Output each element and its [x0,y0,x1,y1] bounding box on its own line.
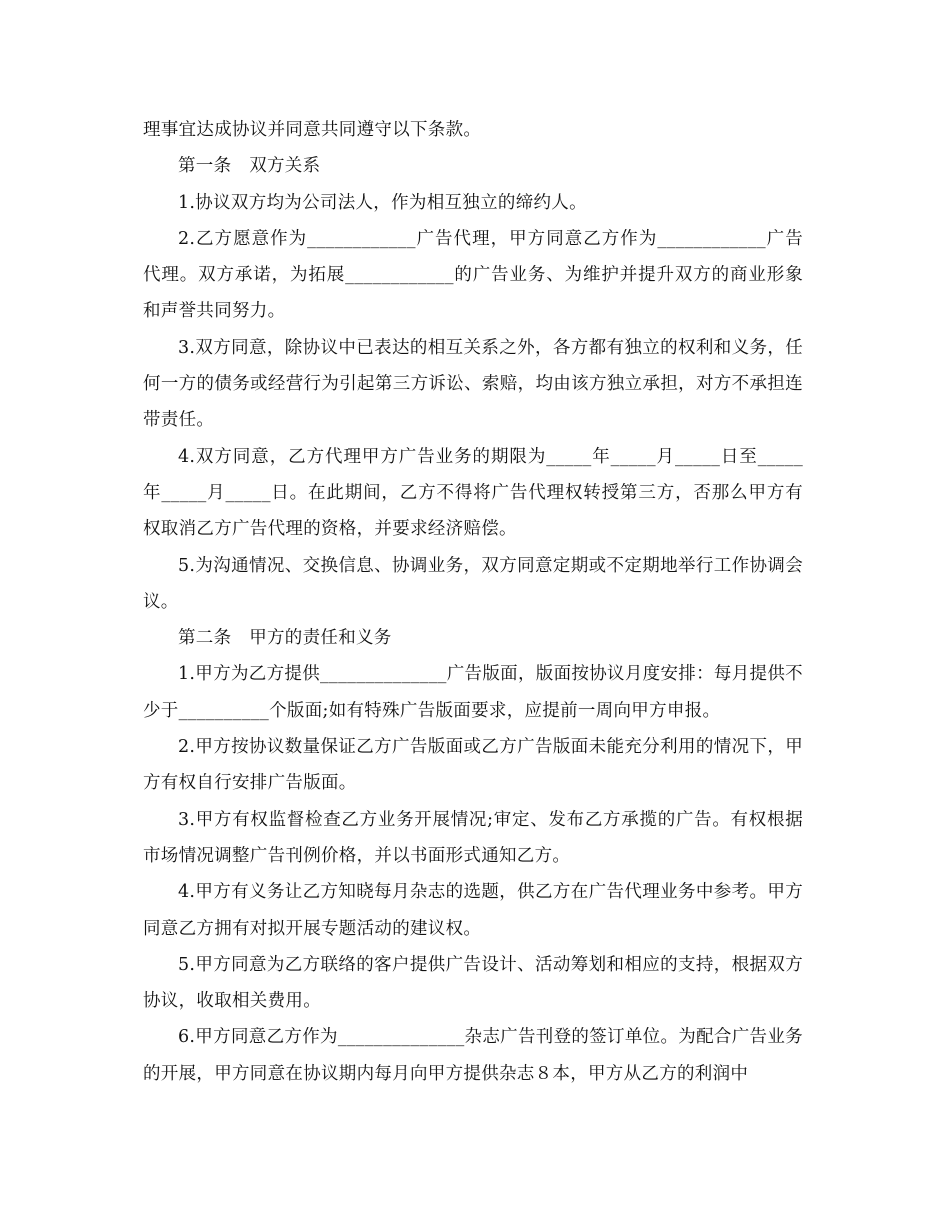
paragraph: 2.乙方愿意作为____________广告代理，甲方同意乙方作为____________广告代理。双方承诺，为拓展____________的广告业务、为维护并提升双方的商业形象和声誉共同努力。 [143,228,803,322]
section-heading: 第一条 双方关系 [178,156,321,177]
paragraph: 理事宜达成协议并同意共同遵守以下条款。 [143,120,482,140]
paragraph: 4.双方同意，乙方代理甲方广告业务的期限为_____年_____月_____日至_____年_____月_____日。在此期间，乙方不得将广告代理权转授第三方，否那么甲方有权取消乙方广告代理的资格，并要求经济赔偿。 [143,446,803,540]
paragraph: 1.协议双方均为公司法人，作为相互独立的缔约人。 [178,192,587,213]
paragraph: 4.甲方有义务让乙方知晓每月杂志的选题，供乙方在广告代理业务中参考。甲方同意乙方拥有对拟开展专题活动的建议权。 [143,882,803,939]
paragraph: 3.双方同意，除协议中已表达的相互关系之外，各方都有独立的权利和义务，任何一方的债务或经营行为引起第三方诉讼、索赔，均由该方独立承担，对方不承担连带责任。 [143,337,803,431]
paragraph: 5.为沟通情况、交换信息、协调业务，双方同意定期或不定期地举行工作协调会议。 [143,555,803,612]
paragraph: 3.甲方有权监督检查乙方业务开展情况;审定、发布乙方承揽的广告。有权根据市场情况调整广告刊例价格，并以书面形式通知乙方。 [143,809,803,866]
paragraph: 5.甲方同意为乙方联络的客户提供广告设计、活动筹划和相应的支持，根据双方协议，收取相关费用。 [143,954,803,1012]
paragraph: 2.甲方按协议数量保证乙方广告版面或乙方广告版面未能充分利用的情况下，甲方有权自行安排广告版面。 [143,737,803,794]
paragraph: 6.甲方同意乙方作为______________杂志广告刊登的签订单位。为配合广告业务的开展，甲方同意在协议期内每月向甲方提供杂志８本，甲方从乙方的利润中 [143,1027,803,1084]
paragraph: 1.甲方为乙方提供______________广告版面，版面按协议月度安排：每月提供不少于__________个版面;如有特殊广告版面要求，应提前一周向甲方申报。 [143,664,803,721]
document-body [143,112,803,1092]
section-heading: 第二条 甲方的责任和义务 [178,628,392,649]
